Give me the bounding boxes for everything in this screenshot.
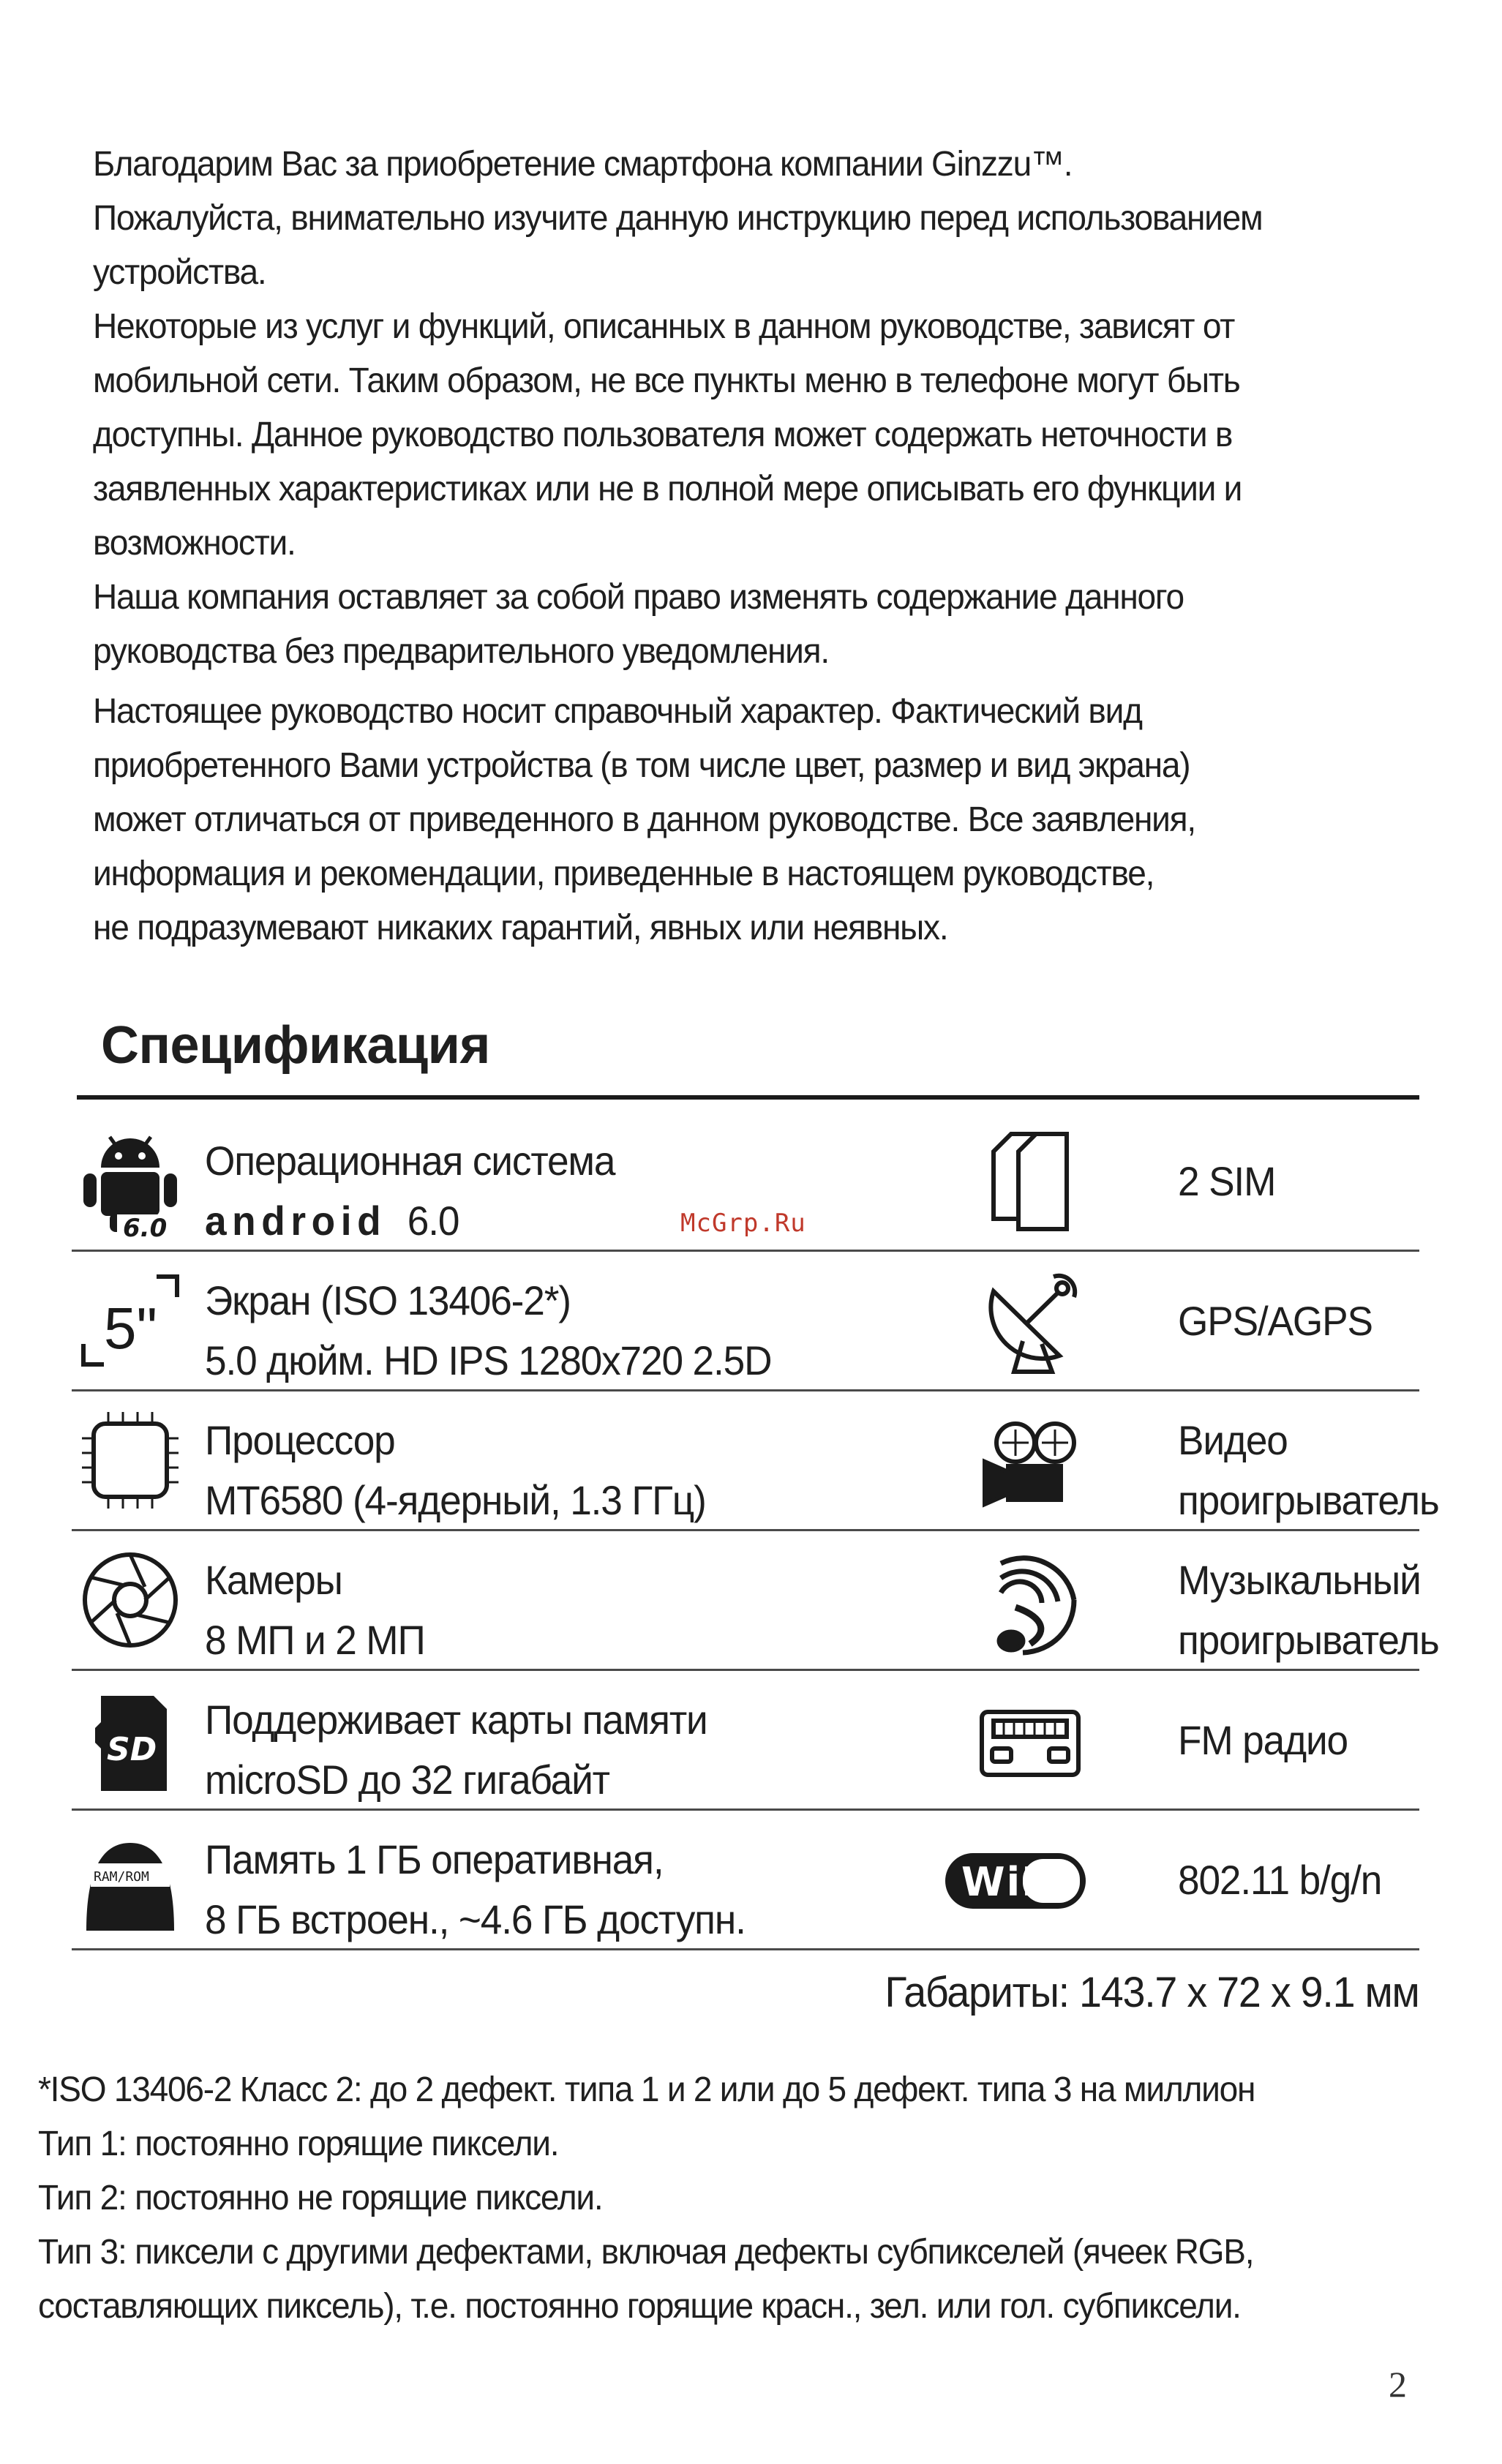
spec-value: microSD до 32 гигабайт [205, 1757, 609, 1803]
spec-label: 802.11 b/g/n [1178, 1857, 1382, 1903]
intro-line: может отличаться от приведенного в данном руководстве. Все заявления, [93, 800, 1195, 839]
spec-row [72, 1391, 1439, 1531]
spec-text [205, 1271, 771, 1391]
footnote-line: составляющих пиксель), т.е. постоянно горящие красн., зел. или гол. субпиксели. [38, 2287, 1241, 2326]
spec-row [72, 1811, 1419, 1950]
intro-line: устройства. [93, 253, 266, 292]
video-camera-icon [972, 1402, 1089, 1519]
intro-line: не подразумевают никаких гарантий, явных или неявных. [93, 909, 948, 947]
spec-cell-cpu [72, 1391, 913, 1529]
spec-cell-memory [72, 1811, 913, 1948]
spec-text [205, 1131, 615, 1251]
android-logo-text: android [205, 1198, 387, 1244]
spec-label: GPS/AGPS [1178, 1298, 1373, 1344]
processor-chip-icon [72, 1402, 189, 1519]
intro-line: Пожалуйста, внимательно изучите данную инструкцию перед использованием [93, 199, 1263, 238]
intro-line: Наша компания оставляет за собой право изменять содержание данного [93, 578, 1184, 617]
screen-size-label: 5" [104, 1296, 157, 1361]
spec-value: MT6580 (4-ядерный, 1.3 ГГц) [205, 1477, 706, 1523]
intro-line: мобильной сети. Таким образом, не все пункты меню в телефоне могут быть [93, 361, 1240, 400]
music-note-icon [972, 1541, 1089, 1659]
spec-text [205, 1411, 706, 1530]
spec-label: Музыкальный [1178, 1557, 1421, 1603]
spec-label: Процессор [205, 1417, 395, 1463]
spec-value [205, 1191, 615, 1251]
spec-label: Операционная система [205, 1138, 615, 1184]
spec-cell-wifi [913, 1811, 1419, 1948]
intro-line: информация и рекомендации, приведенные в настоящем руководстве, [93, 854, 1154, 893]
dual-sim-icon [972, 1122, 1089, 1239]
wifi-label: WiFi [961, 1859, 1065, 1905]
spec-cell-screen [72, 1252, 913, 1389]
intro-line: руководства без предварительного уведомления. [93, 632, 829, 671]
spec-cell-radio [913, 1671, 1419, 1808]
spec-label: Память 1 ГБ оперативная, [205, 1836, 664, 1882]
intro-line: доступны. Данное руководство пользователя может содержать неточности в [93, 416, 1233, 454]
spec-row [72, 1531, 1439, 1671]
spec-value: 5.0 дюйм. HD IPS 1280x720 2.5D [205, 1337, 772, 1383]
spec-value: 8 МП и 2 МП [205, 1617, 425, 1663]
intro-text [93, 138, 1468, 955]
spec-heading: Спецификация [101, 1016, 490, 1075]
spec-cell-camera [72, 1531, 913, 1669]
spec-row [72, 1252, 1419, 1391]
watermark: McGrp.Ru [680, 1209, 806, 1238]
spec-cell-sim [913, 1112, 1419, 1250]
spec-label: FM радио [1178, 1717, 1348, 1763]
footnote-line: *ISO 13406-2 Класс 2: до 2 дефект. типа 1 и 2 или до 5 дефект. типа 3 на миллион [38, 2070, 1255, 2109]
spec-text [205, 1690, 707, 1810]
intro-line: Благодарим Вас за приобретение смартфона компании Ginzzu™. [93, 145, 1073, 184]
heading-divider [77, 1095, 1419, 1100]
spec-text [1178, 1411, 1439, 1530]
spec-cell-gps [913, 1252, 1419, 1389]
spec-cell-video [913, 1391, 1439, 1529]
memory-icon [72, 1821, 189, 1938]
android-badge: 6.0 [123, 1214, 168, 1239]
intro-line: приобретенного Вами устройства (в том числе цвет, размер и вид экрана) [93, 746, 1190, 785]
spec-cell-sd [72, 1671, 913, 1808]
footnotes [38, 2063, 1472, 2334]
spec-label: 2 SIM [1178, 1158, 1276, 1204]
intro-line: заявленных характеристиках или не в полной мере описывать его функции и [93, 470, 1242, 508]
wifi-icon [942, 1821, 1089, 1938]
android-version: 6.0 [407, 1198, 459, 1244]
spec-label: Экран (ISO 13406-2*) [205, 1277, 571, 1323]
screen-size-icon [72, 1262, 189, 1379]
footnote-line: Тип 2: постоянно не горящие пиксели. [38, 2179, 603, 2217]
intro-line: Некоторые из услуг и функций, описанных в данном руководстве, зависят от [93, 307, 1235, 346]
dimensions: Габариты: 143.7 х 72 х 9.1 мм [885, 1969, 1419, 2016]
memory-label: RAM/ROM [94, 1869, 149, 1885]
spec-value: проигрыватель [1178, 1617, 1439, 1663]
satellite-dish-icon [972, 1262, 1089, 1379]
footnote-line: Тип 3: пиксели с другими дефектами, включая дефекты субпикселей (ячеек RGB, [38, 2233, 1254, 2272]
spec-label: Камеры [205, 1557, 342, 1603]
intro-line: Настоящее руководство носит справочный характер. Фактический вид [93, 692, 1142, 731]
spec-value: 8 ГБ встроен., ~4.6 ГБ доступн. [205, 1896, 746, 1942]
spec-label: Видео [1178, 1417, 1288, 1463]
intro-line: возможности. [93, 524, 296, 563]
page-number: 2 [1389, 2364, 1407, 2405]
spec-label: Поддерживает карты памяти [205, 1697, 707, 1743]
camera-aperture-icon [72, 1541, 189, 1659]
sd-card-icon [72, 1681, 189, 1798]
spec-text [205, 1830, 746, 1950]
radio-icon [972, 1681, 1089, 1798]
spec-value: проигрыватель [1178, 1477, 1439, 1523]
sd-card-label: SD [107, 1731, 157, 1768]
android-icon [72, 1122, 189, 1239]
spec-cell-music [913, 1531, 1439, 1669]
footnote-line: Тип 1: постоянно горящие пиксели. [38, 2125, 559, 2163]
spec-row [72, 1671, 1419, 1811]
spec-text [205, 1550, 425, 1670]
spec-text [1178, 1550, 1439, 1670]
